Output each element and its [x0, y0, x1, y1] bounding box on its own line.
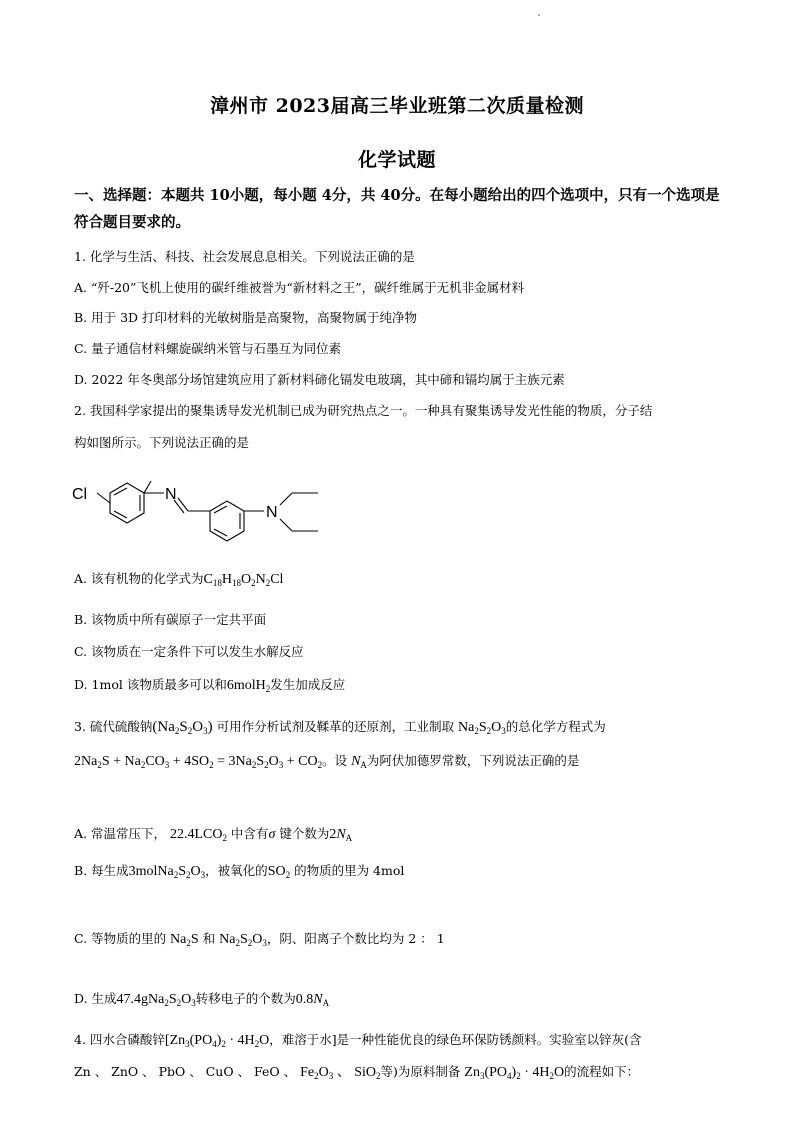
q2-option-b: B. 该物质中所有碳原子一定共平面	[74, 612, 267, 627]
q2-option-c: C. 该物质在一定条件下可以发生水解反应	[74, 644, 304, 659]
q3-equation-line: $2Na_2S + Na_2CO_3 + 4SO_2 = 3Na_2S_2O_3 + CO_2$。设 $N_A$为阿伏加德罗常数，下列说法正确的是	[74, 753, 580, 770]
mol-label-n-amine: N	[266, 504, 278, 521]
q4-stem-line1: 4. 四水合磷酸锌[$Zn_3(PO_4)_2 \cdot 4H_2O$，难溶于水]是一种性能优良的绿色环保防锈颜料。实验室以锌灰(含	[74, 1032, 642, 1049]
q2-stem-line1: 2. 我国科学家提出的聚集诱导发光机制已成为研究热点之一。一种具有聚集诱导发光性能的物质，分子结	[74, 403, 653, 418]
q3-option-a: A. 常温常压下， $22.4LCO_2$ 中含有σ 键个数为$2N_A$	[74, 826, 353, 843]
mol-label-n-imine: N	[165, 486, 177, 503]
q3-option-c: C. 等物质的里的 $Na_2S$ 和 $Na_2S_2O_3$，阴、阳离子个数比均为 2 ： 1	[74, 931, 445, 948]
q3-stem-line1: 3. 硫代硫酸钠$(Na_2S_2O_3)$ 可用作分析试剂及鞣革的还原剂，工业制取 $Na_2S_2O_3$的总化学方程式为	[74, 719, 606, 736]
section-instructions: 一、选择题：本题共 10小题，每小题 4分，共 40分。在每小题给出的四个选项中，只有一个选项是符合题目要求的。	[74, 187, 720, 231]
benzene-ring-right	[210, 501, 244, 541]
q2-option-d: D. 1mol 该物质最多可以和6molH$_2$发生加成反应	[74, 677, 346, 694]
q2-stem-line2: 构如图所示。下列说法正确的是	[74, 435, 250, 450]
q1-option-a: A. “歼-20”飞机上使用的碳纤维被誉为“新材料之王”，碳纤维属于无机非金属材料	[74, 280, 525, 295]
q4-stem-line2: Zn 、 ZnO 、 PbO 、 CuO 、 FeO 、 $Fe_2O_3$ 、 SiO$_2$等)为原料制备 $Zn_3(PO_4)_2 \cdot 4H_2O$的流程如下：	[74, 1064, 640, 1081]
q1-option-c: C. 量子通信材料螺旋碳纳米管与石墨互为同位素	[74, 341, 342, 356]
q1-stem: 1. 化学与生活、科技、社会发展息息相关。下列说法正确的是	[74, 249, 415, 264]
subject-title: 化学试题	[357, 149, 436, 171]
q3-option-d: D. 生成$47.4gNa_2S_2O_3$转移电子的个数为$0.8N_A$	[74, 991, 330, 1008]
q3-option-b: B. 每生成$3molNa_2S_2O_3$，被氧化的$SO_2$ 的物质的里为 4mol	[74, 863, 405, 880]
q2-option-a: A. 该有机物的化学式为$C_{18}H_{18}O_2N_2Cl$	[74, 571, 284, 588]
q1-option-b: B. 用于 3D 打印材料的光敏树脂是高聚物，高聚物属于纯净物	[74, 310, 418, 325]
benzene-ring-left	[110, 483, 144, 523]
exam-title: 漳州市 2023届高三毕业班第二次质量检测	[210, 95, 584, 117]
molecule-structure	[70, 453, 340, 553]
q1-option-d: D. 2022 年冬奥部分场馆建筑应用了新材料碲化镉发电玻璃，其中碲和镉均属于主族元素	[74, 372, 565, 387]
scan-dot	[538, 14, 540, 16]
mol-label-cl: Cl	[72, 486, 88, 503]
